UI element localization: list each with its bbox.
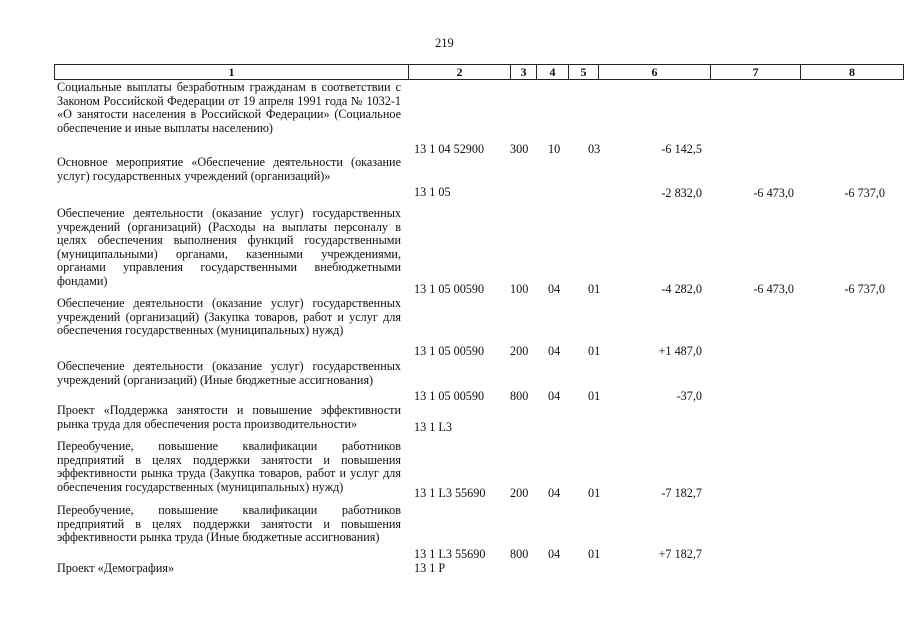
header-col-7: 7 bbox=[711, 65, 801, 79]
header-col-4: 4 bbox=[537, 65, 569, 79]
row-description: Обеспечение деятельности (оказание услуг) государственных учреждений (организаций) (Закупка товаров, работ и услуг для обеспечения государственных (муниципальных) нужд) bbox=[57, 296, 401, 338]
row-col-4: 04 bbox=[548, 282, 561, 296]
row-col-3: 200 bbox=[510, 344, 529, 358]
row-col-7: -6 473,0 bbox=[753, 186, 794, 200]
row-code: 13 1 05 00590 bbox=[414, 344, 485, 358]
row-code: 13 1 L3 55690 bbox=[414, 486, 486, 500]
header-col-3: 3 bbox=[511, 65, 537, 79]
row-description: Переобучение, повышение квалификации работников предприятий в целях поддержки занятости и повышения эффективности рынка труда (Иные бюджетные ассигнования) bbox=[57, 503, 401, 545]
row-code: 13 1 05 00590 bbox=[414, 389, 485, 403]
row-code: 13 1 05 00590 bbox=[414, 282, 485, 296]
row-col-3: 200 bbox=[510, 486, 529, 500]
row-col-6: +1 487,0 bbox=[658, 344, 702, 358]
row-col-8: -6 737,0 bbox=[844, 186, 885, 200]
row-description: Социальные выплаты безработным гражданам в соответствии с Законом Российской Федерации от 19 апреля 1991 года № 1032-1 «О занятости населения в Российской Федерации» (Социальное обеспечение и иные выплаты населению) bbox=[57, 80, 401, 135]
row-col-5: 01 bbox=[588, 282, 601, 296]
header-col-5: 5 bbox=[569, 65, 599, 79]
row-col-6: -37,0 bbox=[676, 389, 702, 403]
row-col-5: 01 bbox=[588, 486, 601, 500]
row-col-3: 800 bbox=[510, 547, 529, 561]
row-col-4: 04 bbox=[548, 389, 561, 403]
row-col-6: -6 142,5 bbox=[661, 142, 702, 156]
header-col-6: 6 bbox=[599, 65, 711, 79]
row-code: 13 1 L3 55690 bbox=[414, 547, 486, 561]
row-col-4: 04 bbox=[548, 344, 561, 358]
row-col-7: -6 473,0 bbox=[753, 282, 794, 296]
row-code: 13 1 L3 bbox=[414, 420, 452, 434]
row-col-6: -7 182,7 bbox=[661, 486, 702, 500]
row-col-5: 01 bbox=[588, 389, 601, 403]
header-col-1: 1 bbox=[55, 65, 409, 79]
row-code: 13 1 P bbox=[414, 561, 446, 575]
row-col-4: 04 bbox=[548, 486, 561, 500]
row-description: Проект «Демография» bbox=[57, 561, 175, 575]
row-description: Основное мероприятие «Обеспечение деятельности (оказание услуг) государственных учреждений (организаций)» bbox=[57, 155, 401, 183]
table-header bbox=[54, 64, 904, 80]
row-description: Обеспечение деятельности (оказание услуг) государственных учреждений (организаций) (Иные бюджетные ассигнования) bbox=[57, 359, 401, 387]
row-col-3: 800 bbox=[510, 389, 529, 403]
row-col-3: 300 bbox=[510, 142, 529, 156]
row-description: Проект «Поддержка занятости и повышение эффективности рынка труда для обеспечения роста производительности» bbox=[57, 403, 401, 431]
row-col-5: 01 bbox=[588, 344, 601, 358]
row-col-5: 03 bbox=[588, 142, 601, 156]
row-description: Обеспечение деятельности (оказание услуг) государственных учреждений (организаций) (Расходы на выплаты персоналу в целях обеспечения выполнения функций государственными (муниципальными) органами, казенными учреждениями, органами управления государственными внебюджетными фондами) bbox=[57, 206, 401, 288]
row-col-6: -2 832,0 bbox=[661, 186, 702, 200]
row-col-4: 10 bbox=[548, 142, 561, 156]
page-number: 219 bbox=[435, 36, 454, 50]
row-code: 13 1 04 52900 bbox=[414, 142, 485, 156]
row-col-3: 100 bbox=[510, 282, 529, 296]
row-code: 13 1 05 bbox=[414, 185, 451, 199]
header-col-2: 2 bbox=[409, 65, 511, 79]
row-col-6: +7 182,7 bbox=[658, 547, 702, 561]
row-col-5: 01 bbox=[588, 547, 601, 561]
row-col-4: 04 bbox=[548, 547, 561, 561]
row-col-6: -4 282,0 bbox=[661, 282, 702, 296]
header-col-8: 8 bbox=[849, 65, 855, 79]
row-description: Переобучение, повышение квалификации работников предприятий в целях поддержки занятости и повышения эффективности рынка труда (Закупка товаров, работ и услуг для обеспечения государственных (муниципальных) нужд) bbox=[57, 439, 401, 494]
row-col-8: -6 737,0 bbox=[844, 282, 885, 296]
